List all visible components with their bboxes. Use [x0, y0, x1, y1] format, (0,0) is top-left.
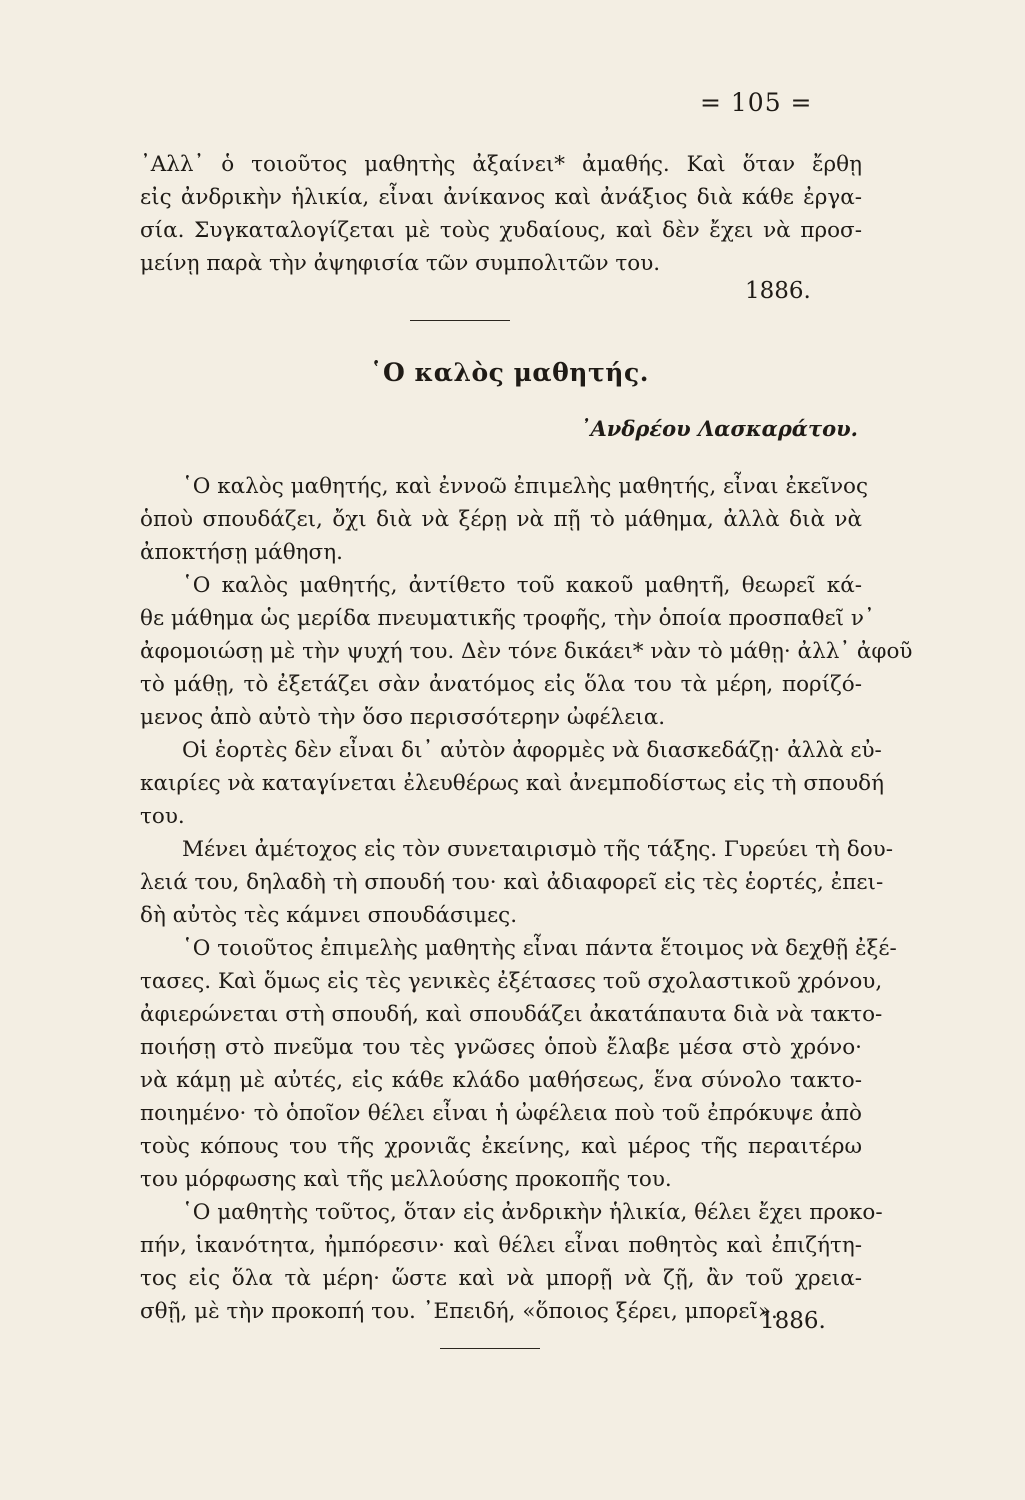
- text-line: ποιημένο· τὸ ὁποῖον θέλει εἶναι ἡ ὠφέλεια ποὺ τοῦ ἐπρόκυψε ἀπὸ: [140, 1101, 862, 1126]
- text-line: ῾Ο καλὸς μαθητής, ἀντίθετο τοῦ κακοῦ μαθητῆ, θεωρεῖ κά-: [182, 573, 862, 598]
- text-line: ᾿Αλλ᾿ ὁ τοιοῦτος μαθητὴς ἀξαίνει* ἀμαθής. Καὶ ὅταν ἔρθῃ: [140, 152, 862, 177]
- text-line: δὴ αὐτὸς τὲς κάμνει σπουδάσιμες.: [140, 903, 518, 928]
- page-number: = 105 =: [700, 88, 813, 117]
- text-line: του.: [140, 804, 185, 829]
- section-divider: [410, 320, 510, 321]
- text-line: τοὺς κόπους του τῆς χρονιᾶς ἐκείνης, καὶ μέρος τῆς περαιτέρω: [140, 1134, 862, 1159]
- text-line: πήν, ἱκανότητα, ἠμπόρεσιν· καὶ θέλει εἶναι ποθητὸς καὶ ἐπιζήτη-: [140, 1233, 862, 1258]
- text-line: ῾Ο καλὸς μαθητής, καὶ ἐννοῶ ἐπιμελὴς μαθητής, εἶναι ἐκεῖνος: [182, 474, 869, 499]
- text-line: σία. Συγκαταλογίζεται μὲ τοὺς χυδαίους, καὶ δὲν ἔχει νὰ προσ-: [140, 218, 862, 243]
- text-line: ῾Ο τοιοῦτος ἐπιμελὴς μαθητὴς εἶναι πάντα ἕτοιμος νὰ δεχθῇ ἐξέ-: [182, 936, 897, 961]
- article-year: 1886.: [760, 1308, 826, 1334]
- text-line: καιρίες νὰ καταγίνεται ἐλευθέρως καὶ ἀνεμποδίστως εἰς τὴ σπουδή: [140, 771, 884, 796]
- text-line: τασες. Καὶ ὅμως εἰς τὲς γενικὲς ἐξέτασες τοῦ σχολαστικοῦ χρόνου,: [140, 969, 883, 994]
- text-line: Οἱ ἑορτὲς δὲν εἶναι δι᾿ αὐτὸν ἀφορμὲς νὰ διασκεδάζῃ· ἀλλὰ εὐ-: [182, 738, 882, 763]
- article-body: [140, 470, 913, 1328]
- previous-article-ending: [140, 148, 862, 280]
- text-line: λειά του, δηλαδὴ τὴ σπουδή του· καὶ ἀδιαφορεῖ εἰς τὲς ἑορτές, ἐπει-: [140, 870, 884, 895]
- text-line: νὰ κάμῃ μὲ αὐτές, εἰς κάθε κλάδο μαθήσεως, ἕνα σύνολο τακτο-: [140, 1068, 862, 1093]
- text-line: τος εἰς ὅλα τὰ μέρη· ὥστε καὶ νὰ μπορῇ νὰ ζῇ, ἂν τοῦ χρεια-: [140, 1266, 862, 1291]
- previous-article-year: 1886.: [745, 278, 811, 304]
- text-line: ποιήσῃ στὸ πνεῦμα του τὲς γνῶσες ὁποὺ ἔλαβε μέσα στὸ χρόνο·: [140, 1035, 862, 1060]
- text-line: του μόρφωσης καὶ τῆς μελλούσης προκοπῆς του.: [140, 1167, 672, 1192]
- text-line: μείνῃ παρὰ τὴν ἀψηφισία τῶν συμπολιτῶν του.: [140, 251, 661, 276]
- text-line: ἀφομοιώσῃ μὲ τὴν ψυχή του. Δὲν τόνε δικάει* νὰν τὸ μάθῃ· ἀλλ᾿ ἀφοῦ: [140, 639, 913, 664]
- text-line: ῾Ο μαθητὴς τοῦτος, ὅταν εἰς ἀνδρικὴν ἡλικία, θέλει ἔχει προκο-: [182, 1200, 883, 1225]
- article-author: ᾿Ανδρέου Λασκαράτου.: [580, 416, 858, 441]
- text-line: θε μάθημα ὡς μερίδα πνευματικῆς τροφῆς, τὴν ὁποία προσπαθεῖ ν᾿: [140, 606, 875, 631]
- text-line: Μένει ἀμέτοχος εἰς τὸν συνεταιρισμὸ τῆς τάξης. Γυρεύει τὴ δου-: [182, 837, 893, 862]
- article-title: ῾Ο καλὸς μαθητής.: [370, 358, 649, 387]
- end-divider: [440, 1348, 540, 1349]
- text-line: ἀφιερώνεται στὴ σπουδή, καὶ σπουδάζει ἀκατάπαυτα διὰ νὰ τακτο-: [140, 1002, 883, 1027]
- text-line: σθῇ, μὲ τὴν προκοπή του. ᾿Επειδή, «ὅποιος ξέρει, μπορεῖ».: [140, 1299, 778, 1324]
- text-line: ἀποκτήσῃ μάθηση.: [140, 540, 343, 565]
- text-line: εἰς ἀνδρικὴν ἡλικία, εἶναι ἀνίκανος καὶ ἀνάξιος διὰ κάθε ἐργα-: [140, 185, 862, 210]
- text-line: τὸ μάθῃ, τὸ ἐξετάζει σὰν ἀνατόμος εἰς ὅλα του τὰ μέρη, πορίζό-: [140, 672, 862, 697]
- text-line: μενος ἀπὸ αὐτὸ τὴν ὅσο περισσότερην ὠφέλεια.: [140, 705, 666, 730]
- text-line: ὁποὺ σπουδάζει, ὄχι διὰ νὰ ξέρῃ νὰ πῇ τὸ μάθημα, ἀλλὰ διὰ νὰ: [140, 507, 862, 532]
